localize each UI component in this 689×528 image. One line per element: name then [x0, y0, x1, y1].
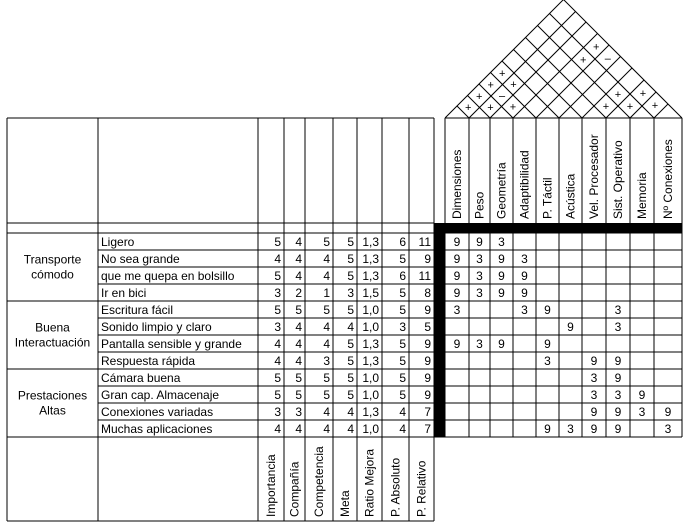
- planning-value: 8: [424, 286, 431, 300]
- roof-mark: –: [604, 52, 611, 65]
- relationship-value: 3: [476, 269, 483, 283]
- planning-value: 4: [323, 269, 330, 283]
- planning-value: 1,0: [362, 303, 379, 317]
- planning-value: 5: [399, 371, 406, 385]
- relationship-value: 3: [664, 422, 672, 436]
- planning-value: 5: [295, 303, 302, 317]
- planning-value: 1,0: [362, 371, 379, 385]
- planning-value: 9: [424, 303, 431, 317]
- planning-value: 9: [424, 354, 431, 368]
- tech-header: Vel. Procesador: [587, 134, 601, 219]
- roof-mark: +: [580, 54, 587, 67]
- planning-value: 1,0: [362, 388, 379, 402]
- planning-value: 5: [399, 354, 406, 368]
- planning-header: Ratio Mejora: [362, 448, 377, 517]
- relationship-value: 3: [590, 371, 598, 385]
- planning-value: 5: [347, 388, 354, 402]
- requirement-label: Sonido limpio y claro: [101, 320, 212, 334]
- planning-value: 1,3: [362, 337, 379, 351]
- tech-header: Adaptibilidad: [517, 150, 532, 219]
- roof-grid-line: [469, 12, 576, 119]
- planning-value: 9: [424, 388, 431, 402]
- tech-header: P. Táctil: [540, 177, 555, 219]
- planning-value: 5: [323, 388, 330, 402]
- planning-value: 5: [399, 252, 406, 266]
- planning-header: Importancia: [264, 454, 278, 517]
- relationship-value: 9: [498, 252, 505, 266]
- planning-value: 2: [295, 286, 302, 300]
- planning-value: 1: [323, 286, 330, 300]
- relationship-value: 3: [476, 286, 483, 300]
- requirement-label: Cámara buena: [101, 371, 181, 385]
- relationship-value: 3: [521, 303, 528, 317]
- planning-header: Competencia: [312, 446, 326, 517]
- planning-value: 3: [274, 405, 281, 419]
- planning-value: 5: [295, 371, 302, 385]
- relationship-value: 9: [544, 303, 551, 317]
- requirement-label: que me quepa en bolsillo: [101, 269, 235, 283]
- planning-value: 5: [323, 235, 330, 249]
- planning-value: 5: [347, 371, 354, 385]
- planning-value: 4: [347, 405, 354, 419]
- requirement-label: Escritura fácil: [101, 303, 174, 317]
- planning-value: 4: [274, 337, 281, 351]
- roof-mark: +: [499, 67, 506, 80]
- relationship-value: 9: [498, 337, 505, 351]
- tech-header: Nº Conexiones: [661, 139, 675, 219]
- planning-value: 4: [295, 320, 302, 334]
- planning-value: 4: [323, 337, 330, 351]
- planning-value: 7: [424, 422, 431, 436]
- roof-mark: +: [509, 101, 517, 114]
- relationship-value: 9: [664, 405, 672, 419]
- planning-value: 7: [424, 405, 431, 419]
- requirement-group-label: Buena: [35, 320, 70, 335]
- planning-value: 5: [347, 252, 354, 266]
- relationship-value: 9: [544, 337, 551, 351]
- requirement-group-label: Interactuación: [14, 335, 91, 350]
- tech-header: Dimensiones: [450, 149, 464, 219]
- tech-header: Sist. Operativo: [611, 140, 625, 219]
- planning-header: Meta: [338, 490, 352, 517]
- planning-value: 4: [274, 422, 281, 436]
- planning-value: 4: [295, 235, 302, 249]
- planning-header: P. Absoluto: [388, 457, 403, 517]
- correlation-roof: [445, 0, 682, 118]
- planning-value: 1,5: [362, 286, 379, 300]
- roof-mark: +: [476, 90, 483, 103]
- planning-value: 5: [274, 235, 281, 249]
- tech-header: Memoria: [635, 172, 649, 219]
- planning-value: 4: [347, 320, 354, 334]
- separator-bar-horizontal: [445, 223, 682, 233]
- relationship-value: 9: [453, 235, 461, 249]
- planning-value: 5: [399, 337, 406, 351]
- planning-value: 4: [399, 405, 406, 419]
- roof-mark: +: [651, 100, 659, 112]
- planning-value: 4: [323, 405, 330, 419]
- relationship-value: 9: [590, 354, 598, 368]
- relationship-value: 9: [476, 235, 483, 249]
- relationship-value: 9: [638, 388, 646, 402]
- planning-value: 9: [424, 371, 431, 385]
- planning-value: 6: [399, 269, 406, 283]
- roof-mark: +: [626, 101, 634, 113]
- planning-value: 4: [399, 422, 406, 436]
- planning-value: 5: [399, 388, 406, 402]
- planning-value: 1,3: [362, 235, 379, 249]
- planning-value: 3: [399, 320, 406, 334]
- roof-mark: +: [510, 79, 517, 91]
- requirement-label: Pantalla sensible y grande: [101, 337, 242, 351]
- requirement-group-label: Transporte: [23, 252, 82, 267]
- relationship-value: 9: [498, 286, 505, 300]
- requirement-label: Gran cap. Almacenaje: [101, 388, 220, 402]
- relationship-value: 3: [614, 303, 622, 317]
- planning-value: 5: [347, 235, 354, 249]
- planning-value: 1,0: [362, 422, 379, 436]
- roof-grid-line: [479, 84, 513, 118]
- planning-value: 11: [418, 269, 431, 283]
- planning-value: 5: [424, 320, 431, 334]
- planning-value: 4: [347, 422, 354, 436]
- tech-header: Acústica: [563, 173, 578, 219]
- relationship-value: 3: [614, 320, 622, 334]
- planning-value: 4: [295, 422, 302, 436]
- planning-value: 5: [399, 303, 406, 317]
- planning-value: 1,3: [362, 269, 379, 283]
- planning-value: 9: [424, 337, 431, 351]
- planning-value: 5: [274, 371, 281, 385]
- roof-mark: +: [602, 101, 610, 113]
- separator-bar-vertical: [434, 223, 445, 437]
- roof-grid-line: [559, 57, 621, 119]
- planning-value: 4: [323, 320, 330, 334]
- relationship-value: 9: [590, 422, 598, 436]
- relationship-value: 9: [544, 422, 551, 436]
- requirement-group-label: cómodo: [31, 267, 74, 282]
- diagram-text: [15, 134, 675, 517]
- relationship-value: 9: [614, 422, 622, 436]
- planning-value: 3: [295, 405, 302, 419]
- roof-grid-line: [538, 26, 634, 119]
- planning-value: 4: [295, 354, 302, 368]
- relationship-value: 9: [521, 269, 528, 283]
- planning-value: 5: [347, 354, 354, 368]
- relationship-value: 9: [614, 354, 622, 368]
- relationship-value: 3: [567, 422, 574, 436]
- planning-value: 1,0: [362, 320, 379, 334]
- requirement-label: No sea grande: [101, 252, 180, 266]
- roof-mark: +: [465, 101, 472, 114]
- tech-header: Peso: [472, 191, 487, 219]
- planning-value: 3: [274, 320, 281, 334]
- roof-mark: +: [487, 102, 494, 114]
- relationship-value: 9: [453, 252, 461, 266]
- relationship-value: 3: [476, 252, 483, 266]
- relationship-value: 3: [521, 252, 528, 266]
- planning-value: 3: [323, 354, 330, 368]
- relationship-value: 3: [590, 388, 598, 402]
- planning-value: 4: [323, 252, 330, 266]
- planning-value: 6: [399, 235, 406, 249]
- relationship-value: 9: [498, 269, 505, 283]
- planning-header: P. Relativo: [414, 460, 429, 517]
- planning-value: 5: [399, 286, 406, 300]
- relationship-value: 9: [453, 269, 461, 283]
- planning-value: 3: [347, 286, 354, 300]
- roof-mark: +: [639, 88, 647, 100]
- relationship-value: 9: [590, 405, 598, 419]
- planning-value: 5: [347, 269, 354, 283]
- planning-header: Compañía: [287, 461, 302, 517]
- relationship-value: 3: [476, 337, 483, 351]
- requirement-group-label: Altas: [39, 403, 66, 418]
- planning-value: 4: [323, 422, 330, 436]
- planning-value: 5: [323, 303, 330, 317]
- requirement-label: Ligero: [101, 235, 135, 249]
- roof-mark: +: [614, 89, 622, 101]
- roof-grid-line: [513, 34, 598, 119]
- roof-mark: –: [498, 90, 506, 103]
- planning-value: 5: [274, 388, 281, 402]
- relationship-value: 9: [614, 405, 622, 419]
- relationship-value: 3: [614, 388, 622, 402]
- requirement-label: Ir en bici: [101, 286, 147, 300]
- roof-mark: +: [487, 79, 494, 92]
- planning-value: 5: [274, 269, 281, 283]
- planning-value: 1,3: [362, 405, 379, 419]
- relationship-value: 3: [638, 405, 646, 419]
- relationship-value: 3: [544, 354, 551, 368]
- requirement-label: Muchas aplicaciones: [101, 422, 213, 436]
- requirement-label: Conexiones variadas: [101, 405, 214, 419]
- planning-value: 3: [274, 286, 281, 300]
- roof-mark: +: [593, 41, 600, 54]
- planning-value: 4: [295, 252, 302, 266]
- planning-value: 4: [295, 269, 302, 283]
- relationship-value: 3: [498, 235, 505, 249]
- planning-value: 1,3: [362, 252, 379, 266]
- relationship-value: 3: [453, 303, 461, 317]
- roof-grid-line: [536, 45, 609, 118]
- planning-value: 4: [274, 354, 281, 368]
- planning-value: 9: [424, 252, 431, 266]
- tech-header: Geometría: [494, 162, 509, 219]
- requirement-label: Respuesta rápida: [101, 354, 196, 368]
- planning-value: 4: [274, 252, 281, 266]
- planning-value: 4: [295, 337, 302, 351]
- planning-value: 5: [347, 303, 354, 317]
- planning-value: 5: [347, 337, 354, 351]
- planning-value: 5: [323, 371, 330, 385]
- relationship-value: 9: [614, 371, 622, 385]
- planning-value: 5: [295, 388, 302, 402]
- relationship-value: 9: [453, 337, 461, 351]
- planning-value: 5: [274, 303, 281, 317]
- planning-value: 11: [418, 235, 431, 249]
- planning-value: 1,3: [362, 354, 379, 368]
- relationship-value: 9: [567, 320, 574, 334]
- requirement-group-label: Prestaciones: [17, 388, 88, 403]
- relationship-value: 9: [521, 286, 528, 300]
- relationship-value: 9: [453, 286, 461, 300]
